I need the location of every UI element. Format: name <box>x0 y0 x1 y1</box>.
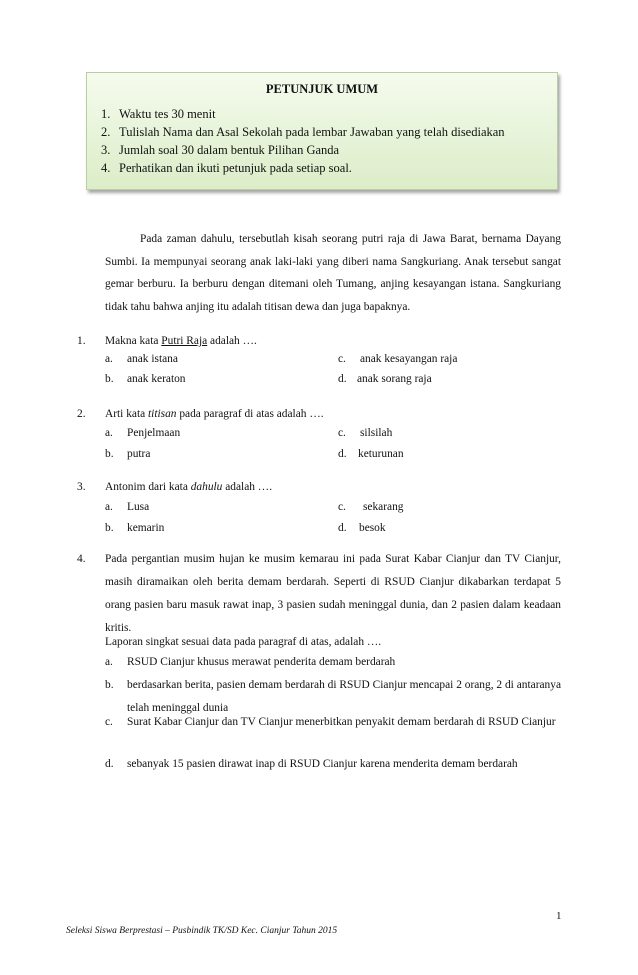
question-1-text <box>105 335 257 347</box>
option-letter: a. <box>105 427 113 439</box>
question-4-prompt: Laporan singkat sesuai data pada paragraf di atas, adalah …. <box>105 636 382 648</box>
question-3-option-d[interactable] <box>338 522 386 534</box>
question-4-option-d[interactable] <box>105 753 561 776</box>
question-1-option-c[interactable] <box>338 353 457 365</box>
instruction-number: 3. <box>101 143 111 157</box>
option-letter: d. <box>338 373 347 385</box>
option-letter: c. <box>338 501 346 513</box>
instruction-number: 4. <box>101 161 111 175</box>
question-4-option-a[interactable] <box>105 651 561 674</box>
option-letter: b. <box>105 679 114 691</box>
option-text: sebanyak 15 pasien dirawat inap di RSUD Cianjur karena menderita demam berdarah <box>127 758 518 770</box>
option-letter: d. <box>338 448 347 460</box>
option-text: Penjelmaan <box>127 427 181 439</box>
option-letter: c. <box>338 353 346 365</box>
question-2-post: pada paragraf di atas adalah …. <box>176 408 324 420</box>
question-2-option-d[interactable] <box>338 448 404 460</box>
instructions-box <box>86 72 558 190</box>
instruction-number: 2. <box>101 125 111 139</box>
question-3-text <box>105 481 272 493</box>
option-text: besok <box>359 522 386 534</box>
question-3-option-a[interactable] <box>105 501 149 513</box>
option-letter: d. <box>105 758 114 770</box>
option-text: silsilah <box>360 427 393 439</box>
question-2-term: titisan <box>148 408 177 420</box>
option-letter: a. <box>105 656 113 668</box>
question-1-option-a[interactable] <box>105 353 178 365</box>
page-number: 1 <box>556 910 562 922</box>
instructions-title: PETUNJUK UMUM <box>265 82 379 96</box>
question-4-option-c[interactable] <box>105 711 561 734</box>
question-3-number: 3. <box>77 481 86 493</box>
question-3-option-b[interactable] <box>105 522 164 534</box>
question-3-term: dahulu <box>190 481 223 493</box>
instruction-text: Waktu tes 30 menit <box>119 107 216 121</box>
option-text: Lusa <box>127 501 150 513</box>
question-1-pre: Makna kata <box>105 335 162 347</box>
instructions-list <box>101 105 505 177</box>
option-text: anak sorang raja <box>357 373 432 385</box>
question-2-pre: Arti kata <box>105 408 149 420</box>
option-text: berdasarkan berita, pasien demam berdarah di RSUD Cianjur mencapai 2 orang, 2 di antaranya telah meninggal dunia <box>127 679 561 714</box>
option-letter: b. <box>105 522 114 534</box>
instruction-item <box>101 105 505 123</box>
question-2-option-b[interactable] <box>105 448 150 460</box>
question-4-text: Pada pergantian musim hujan ke musim kemarau ini pada Surat Kabar Cianjur dan TV Cianjur, masih diramaikan oleh berita demam berdarah. Seperti di RSUD Cianjur dikabarkan terdapat 5 orang pasien baru masuk rawat inap, 3 pasien sudah meninggal dunia, dan 2 pasien dalam keadaan kritis. <box>105 553 561 634</box>
question-2-option-a[interactable] <box>105 427 180 439</box>
option-text: anak keraton <box>127 373 186 385</box>
page-footer: Seleksi Siswa Berprestasi – Pusbindik TK/SD Kec. Cianjur Tahun 2015 <box>66 926 338 936</box>
question-3-pre: Antonim dari kata <box>105 481 191 493</box>
option-letter: b. <box>105 373 114 385</box>
option-text: keturunan <box>358 448 404 460</box>
question-4-number: 4. <box>77 553 86 565</box>
instruction-number: 1. <box>101 107 111 121</box>
option-letter: a. <box>105 501 113 513</box>
option-letter: c. <box>105 716 113 728</box>
question-2-number: 2. <box>77 408 86 420</box>
option-text: Surat Kabar Cianjur dan TV Cianjur menerbitkan penyakit demam berdarah di RSUD Cianjur <box>127 716 556 728</box>
reading-passage <box>105 228 561 318</box>
instruction-text: Perhatikan dan ikuti petunjuk pada setiap soal. <box>119 161 352 175</box>
instruction-text: Tulislah Nama dan Asal Sekolah pada lembar Jawaban yang telah disediakan <box>119 125 505 139</box>
question-1-number: 1. <box>77 335 86 347</box>
question-1-option-b[interactable] <box>105 373 186 385</box>
passage-text: Pada zaman dahulu, tersebutlah kisah seorang putri raja di Jawa Barat, bernama Dayang Sumbi. Ia mempunyai seorang anak laki-laki yang diberi nama Sangkuriang. Anak tersebut sangat gemar berburu. Ia berburu dengan ditemani oleh Tumang, anjing kesayangan istana. Sangkuriang tidak tahu bahwa anjing itu adalah titisan dewa dan juga bapaknya. <box>105 233 561 313</box>
option-letter: c. <box>338 427 346 439</box>
instruction-item <box>101 141 505 159</box>
question-2-option-c[interactable] <box>338 427 392 439</box>
option-text: anak kesayangan raja <box>360 353 458 365</box>
instruction-text: Jumlah soal 30 dalam bentuk Pilihan Ganda <box>119 143 340 157</box>
option-letter: b. <box>105 448 114 460</box>
instruction-item <box>101 159 505 177</box>
option-text: sekarang <box>363 501 404 513</box>
option-text: putra <box>127 448 151 460</box>
question-1-post: adalah …. <box>207 335 257 347</box>
option-letter: a. <box>105 353 113 365</box>
option-text: RSUD Cianjur khusus merawat penderita demam berdarah <box>127 656 396 668</box>
option-letter: d. <box>338 522 347 534</box>
question-2-text <box>105 408 324 420</box>
question-1-term: Putri Raja <box>161 335 208 347</box>
option-text: kemarin <box>127 522 165 534</box>
question-3-option-c[interactable] <box>338 501 403 513</box>
option-text: anak istana <box>127 353 178 365</box>
instruction-item <box>101 123 505 141</box>
question-3-post: adalah …. <box>222 481 273 493</box>
question-1-option-d[interactable] <box>338 373 432 385</box>
